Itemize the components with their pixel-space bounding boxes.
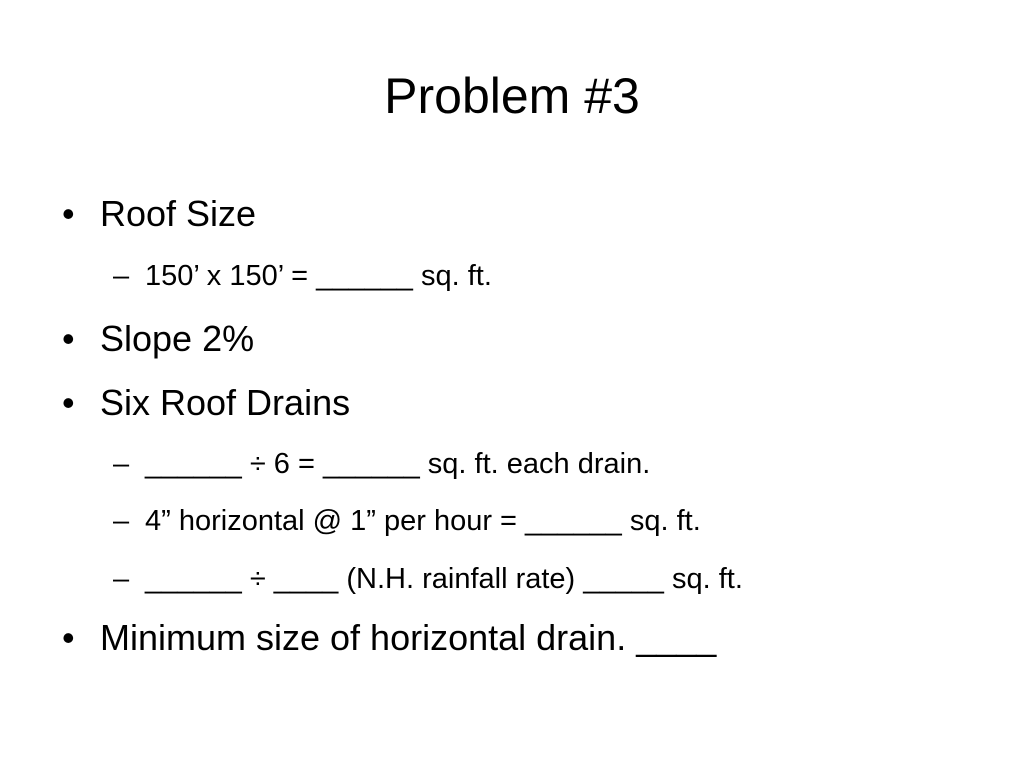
subitem-text: ______ ÷ ____ (N.H. rainfall rate) _____ sq. ft.: [145, 563, 743, 595]
subitem-rainfall-rate: [113, 561, 743, 597]
bullet-marker: •: [62, 382, 75, 423]
dash-marker: –: [113, 260, 130, 292]
bullet-text: Roof Size: [100, 193, 257, 234]
bullet-slope: [62, 317, 255, 361]
dash-marker: –: [113, 448, 130, 480]
bullet-text: Six Roof Drains: [100, 382, 351, 423]
bullet-marker: •: [62, 193, 75, 234]
bullet-marker: •: [62, 318, 75, 359]
subitem-text: 150’ x 150’ = ______ sq. ft.: [145, 260, 492, 292]
subitem-text: ______ ÷ 6 = ______ sq. ft. each drain.: [145, 448, 651, 480]
dash-marker: –: [113, 563, 130, 595]
subitem-horizontal-capacity: [113, 503, 701, 539]
bullet-text: Slope 2%: [100, 318, 255, 359]
subitem-text: 4” horizontal @ 1” per hour = ______ sq. ft.: [145, 505, 701, 537]
subitem-area-calc: [113, 258, 492, 294]
slide-title: Problem #3: [384, 68, 640, 124]
bullet-roof-size: [62, 192, 257, 236]
bullet-six-roof-drains: [62, 381, 351, 425]
dash-marker: –: [113, 505, 130, 537]
bullet-minimum-drain-size: [62, 616, 717, 660]
bullet-text: Minimum size of horizontal drain. ____: [100, 617, 717, 658]
bullet-marker: •: [62, 617, 75, 658]
subitem-per-drain: [113, 446, 651, 482]
